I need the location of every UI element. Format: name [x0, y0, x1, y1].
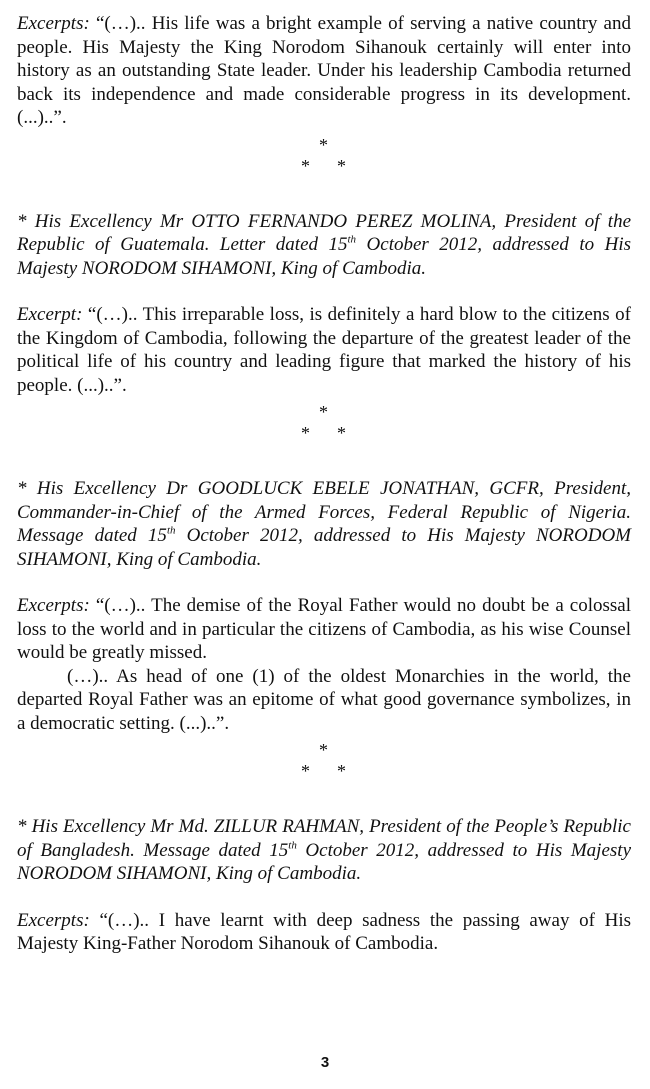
separator-star: *	[301, 761, 310, 781]
sender-heading: * His Excellency Dr GOODLUCK EBELE JONATHAN, GCFR, President, Commander-in-Chief of the Armed Forces, Federal Republic of Nigeria. Message dated 15th October 2012, addressed to His Majesty NORODOM SIHAMONI, King of Cambodia.	[17, 478, 631, 570]
separator-star: *	[301, 155, 310, 176]
section-separator	[17, 130, 631, 177]
excerpt-paragraph	[17, 909, 631, 956]
sender-heading: * His Excellency Mr Md. ZILLUR RAHMAN, President of the People’s Republic of Bangladesh. Message dated 15th October 2012, addressed to His Majesty NORODOM SIHAMONI, King of Cambodia.	[17, 816, 631, 884]
separator-star: *	[319, 134, 328, 155]
separator-star: *	[337, 423, 346, 443]
excerpt-text: “(…).. The demise of the Royal Father would no doubt be a colossal loss to the world and in particular the citizens of Cambodia, as his wise Counsel would be greatly missed.	[17, 595, 631, 663]
excerpt-label: Excerpt:	[17, 304, 83, 325]
excerpt-label: Excerpts:	[17, 13, 90, 34]
excerpt-continued: (…).. As head of one (1) of the oldest Monarchies in the world, the departed Royal Father was an epitome of what good governance symbolizes, in a democratic setting. (...)..”.	[17, 665, 631, 734]
document-page	[17, 12, 631, 956]
section-separator	[17, 397, 631, 444]
excerpt-text: “(…).. This irreparable loss, is definitely a hard blow to the citizens of the Kingdom of Cambodia, following the departure of the greatest leader of the political life of his country and leading figure that marked the history of his people. (...)..”.	[17, 304, 631, 396]
section-separator	[17, 735, 631, 782]
excerpt-label: Excerpts:	[17, 595, 90, 616]
separator-star: *	[301, 423, 310, 443]
excerpt-paragraph	[17, 303, 631, 397]
excerpt-paragraph	[17, 12, 631, 130]
separator-star: *	[337, 761, 346, 781]
separator-star: *	[337, 155, 346, 176]
excerpt-label: Excerpts:	[17, 909, 90, 931]
separator-star: *	[319, 402, 328, 422]
page-number: 3	[320, 1054, 330, 1071]
excerpt-paragraph	[17, 594, 631, 665]
sender-heading: * His Excellency Mr OTTO FERNANDO PEREZ MOLINA, President of the Republic of Guatemala. Letter dated 15th October 2012, addressed to His Majesty NORODOM SIHAMONI, King of Cambodia.	[17, 210, 631, 279]
excerpt-text: “(…).. I have learnt with deep sadness the passing away of His Majesty King-Father Norodom Sihanouk of Cambodia.	[17, 909, 631, 954]
excerpt-text: “(…).. His life was a bright example of serving a native country and people. His Majesty the King Norodom Sihanouk certainly will enter into history as an outstanding State leader. Under his leadership Cambodia returned back its independence and made considerable progress in its development. (...)..”.	[17, 13, 631, 128]
separator-star: *	[319, 740, 328, 760]
